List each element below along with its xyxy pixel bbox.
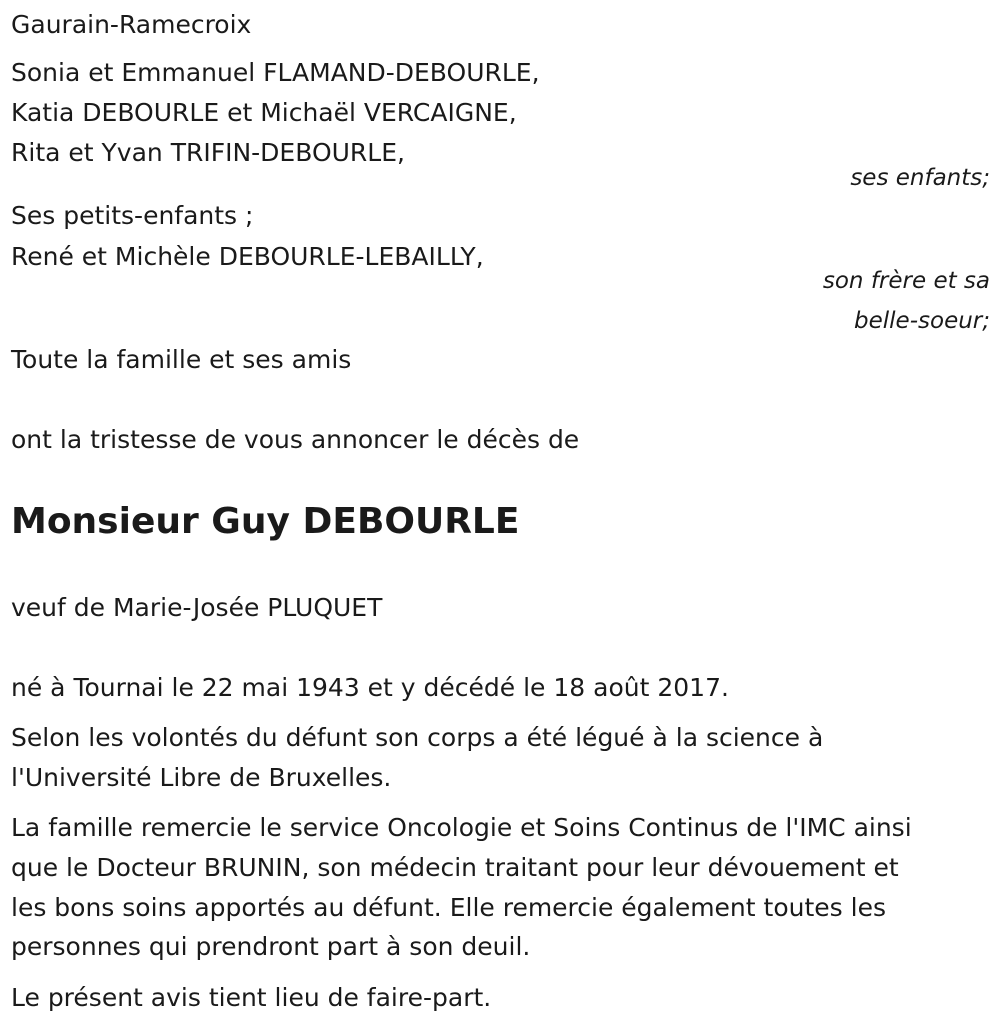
body-line-6: personnes qui prendront part à son deuil. bbox=[11, 932, 531, 961]
body-line-7: Le présent avis tient lieu de faire-part. bbox=[11, 983, 492, 1012]
children-role: ses enfants; bbox=[850, 165, 990, 191]
grandchildren-line: Ses petits-enfants ; bbox=[11, 201, 254, 230]
sibling-line: René et Michèle DEBOURLE-LEBAILLY, bbox=[11, 242, 484, 271]
sibling-role-line-1: son frère et sa bbox=[822, 268, 990, 294]
body-line-5: les bons soins apportés au défunt. Elle remercie également toutes les bbox=[11, 893, 886, 922]
family-line: Toute la famille et ses amis bbox=[11, 345, 352, 374]
children-line-2: Katia DEBOURLE et Michaël VERCAIGNE, bbox=[11, 98, 517, 127]
deceased-name: Monsieur Guy DEBOURLE bbox=[11, 501, 520, 542]
birth-death-line: né à Tournai le 22 mai 1943 et y décédé le 18 août 2017. bbox=[11, 673, 729, 702]
widower-line: veuf de Marie-Josée PLUQUET bbox=[11, 593, 383, 622]
children-line-3: Rita et Yvan TRIFIN-DEBOURLE, bbox=[11, 138, 405, 167]
children-line-1: Sonia et Emmanuel FLAMAND-DEBOURLE, bbox=[11, 58, 540, 87]
sibling-role-line-2: belle-soeur; bbox=[854, 308, 990, 334]
body-line-1: Selon les volontés du défunt son corps a été légué à la science à bbox=[11, 723, 824, 752]
body-line-3: La famille remercie le service Oncologie et Soins Continus de l'IMC ainsi bbox=[11, 813, 912, 842]
body-line-4: que le Docteur BRUNIN, son médecin traitant pour leur dévouement et bbox=[11, 853, 899, 882]
announcement-line: ont la tristesse de vous annoncer le décès de bbox=[11, 425, 580, 454]
location-heading: Gaurain-Ramecroix bbox=[11, 10, 252, 39]
body-line-2: l'Université Libre de Bruxelles. bbox=[11, 763, 392, 792]
